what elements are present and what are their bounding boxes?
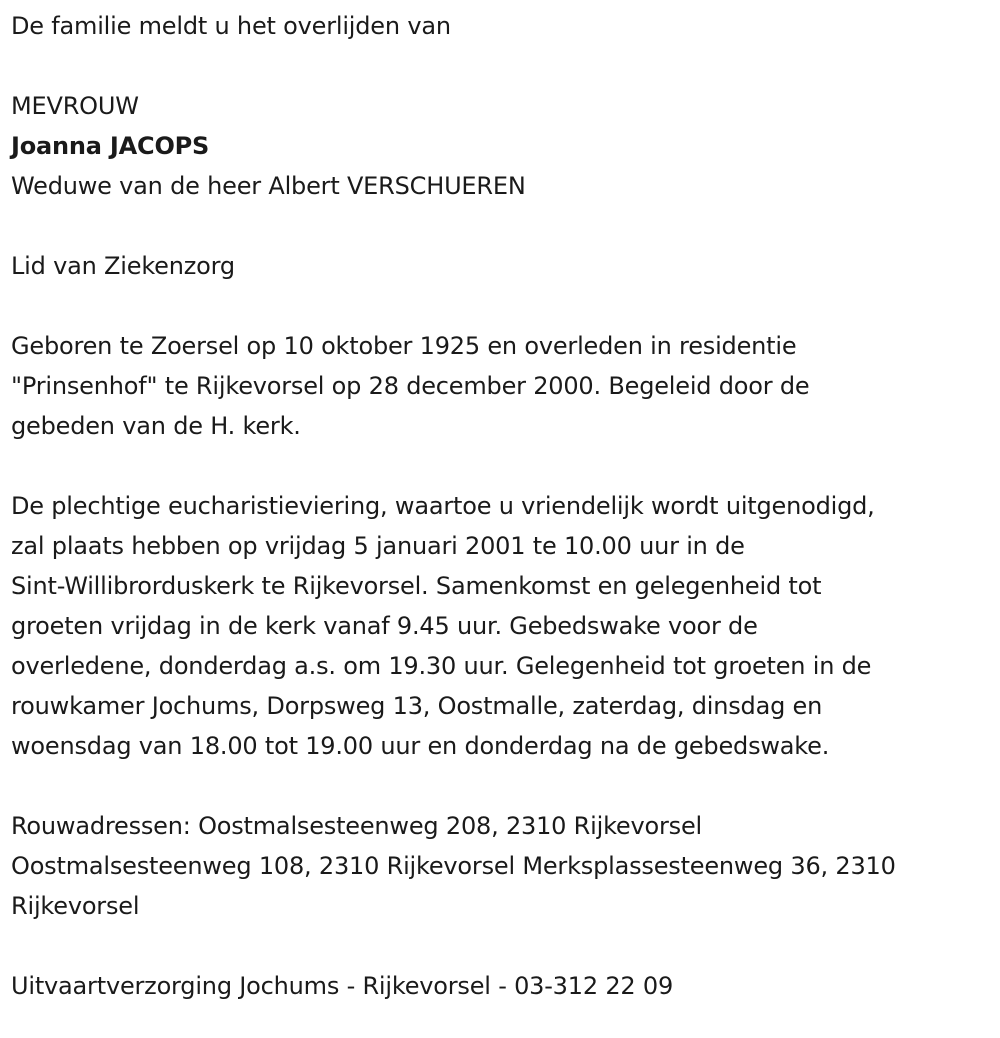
- deceased-name: Joanna JACOPS: [11, 132, 210, 160]
- spacer: [11, 766, 996, 806]
- paragraph-line: overledene, donderdag a.s. om 19.30 uur. Gelegenheid tot groeten in de: [11, 652, 872, 680]
- spacer: [11, 926, 996, 966]
- paragraph-line: Geboren te Zoersel op 10 oktober 1925 en overleden in residentie: [11, 332, 797, 360]
- ceremony-paragraph: [11, 486, 996, 766]
- address-paragraph: [11, 806, 996, 926]
- paragraph-line: Oostmalsesteenweg 108, 2310 Rijkevorsel Merksplassesteenweg 36, 2310: [11, 852, 896, 880]
- intro-text: De familie meldt u het overlijden van: [11, 12, 451, 40]
- honorific: MEVROUW: [11, 92, 139, 120]
- spacer: [11, 206, 996, 246]
- membership-text: Lid van Ziekenzorg: [11, 252, 235, 280]
- paragraph-line: woensdag van 18.00 tot 19.00 uur en donderdag na de gebedswake.: [11, 732, 830, 760]
- paragraph-line: zal plaats hebben op vrijdag 5 januari 2001 te 10.00 uur in de: [11, 532, 745, 560]
- paragraph-line: Rouwadressen: Oostmalsesteenweg 208, 2310 Rijkevorsel: [11, 812, 702, 840]
- spacer: [11, 446, 996, 486]
- paragraph-line: Rijkevorsel: [11, 892, 140, 920]
- spacer: [11, 46, 996, 86]
- paragraph-line: Sint-Willibrorduskerk te Rijkevorsel. Samenkomst en gelegenheid tot: [11, 572, 822, 600]
- paragraph-line: groeten vrijdag in de kerk vanaf 9.45 uur. Gebedswake voor de: [11, 612, 758, 640]
- birth-death-paragraph: [11, 326, 996, 446]
- death-notice: [11, 6, 996, 1006]
- paragraph-line: De plechtige eucharistieviering, waartoe u vriendelijk wordt uitgenodigd,: [11, 492, 875, 520]
- paragraph-line: gebeden van de H. kerk.: [11, 412, 301, 440]
- spouse-text: Weduwe van de heer Albert VERSCHUEREN: [11, 172, 526, 200]
- funeral-director-text: Uitvaartverzorging Jochums - Rijkevorsel - 03-312 22 09: [11, 972, 674, 1000]
- paragraph-line: "Prinsenhof" te Rijkevorsel op 28 december 2000. Begeleid door de: [11, 372, 810, 400]
- paragraph-line: rouwkamer Jochums, Dorpsweg 13, Oostmalle, zaterdag, dinsdag en: [11, 692, 823, 720]
- spacer: [11, 286, 996, 326]
